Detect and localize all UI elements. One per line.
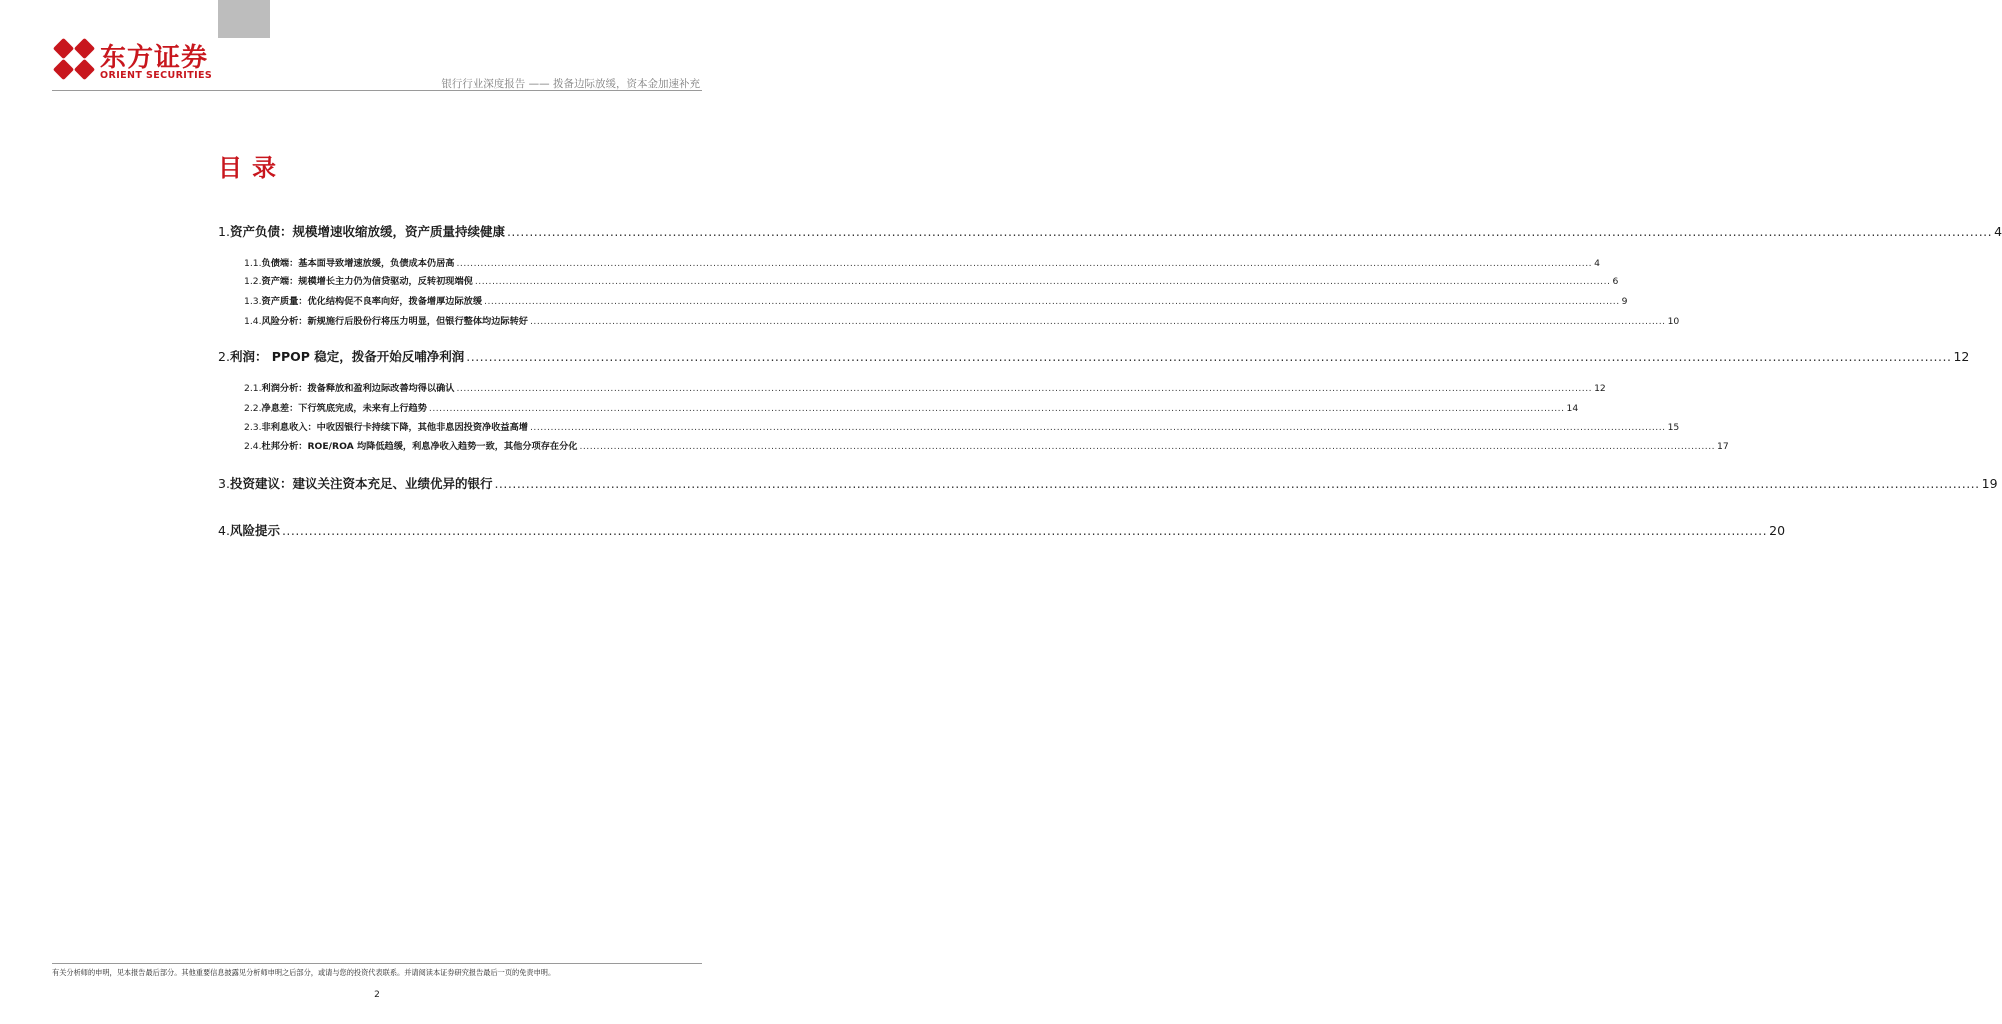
toc-entry-3[interactable] [218,474,1998,492]
toc-entry-page: 4 [1994,224,2002,239]
toc-entry-number: 1.3. [244,296,262,307]
toc-entry-page: 19 [1981,476,1998,491]
toc-leader-dots [456,383,1592,394]
toc-leader-dots [475,276,1611,287]
toc-entry-4[interactable] [218,521,1786,539]
toc-entry-2-4[interactable] [218,438,1729,452]
toc-entry-text: 投资建议：建议关注资本充足、业绩优异的银行 [229,476,493,491]
toc-entry-number: 2.2. [244,403,262,414]
toc-entry-page: 4 [1594,258,1600,269]
toc-entry-text: 资产端：规模增长主力仍为信贷驱动，反转初现端倪 [261,276,473,287]
toc-entry-page: 12 [1594,383,1606,394]
toc-entry-text: 资产负债：规模增速收缩放缓，资产质量持续健康 [229,224,505,239]
toc-entry-text: 利润分析：拨备释放和盈利边际改善均得以确认 [261,383,455,394]
toc-leader-dots [456,258,1592,269]
toc-leader-dots [507,224,1992,239]
toc-entry-number: 1. [218,224,230,239]
toc-entry-text: 风险提示 [229,523,280,538]
toc-entry-1-4[interactable] [218,313,1680,327]
toc-entry-number: 2. [218,349,230,364]
toc-leader-dots [530,316,1666,327]
toc-entry-text: 资产质量：优化结构促不良率向好，拨备增厚边际放缓 [261,296,483,307]
logo-chinese-name: 东方证券 [100,43,209,73]
toc-entry-text: 净息差：下行筑底完成，未来有上行趋势 [261,403,427,414]
toc-entry-number: 2.3. [244,422,262,433]
toc-entry-1-1[interactable] [218,255,1600,269]
toc-entry-page: 6 [1612,276,1619,287]
toc-entry-2[interactable] [218,347,1970,365]
footer-disclaimer: 有关分析师的申明，见本报告最后部分。其他重要信息披露见分析师申明之后部分，或请与您的投资代表联系。并请阅读本证券研究报告最后一页的免责申明。 [52,968,556,977]
toc-entry-1[interactable] [218,222,2002,240]
orient-logo-icon [52,37,96,81]
toc-entry-2-3[interactable] [218,419,1680,433]
page-number: 2 [374,990,380,1000]
toc-entry-number: 4. [218,523,230,538]
toc-entry-number: 1.2. [244,276,262,287]
toc-entry-number: 1.1. [244,258,262,269]
toc-entry-page: 15 [1667,422,1680,433]
toc-entry-page: 14 [1566,403,1579,414]
toc-entry-page: 17 [1717,441,1729,452]
toc-entry-text: 杜邦分析：ROE/ROA 均降低趋缓，利息净收入趋势一致，其他分项存在分化 [261,441,578,452]
footer-divider [52,963,702,964]
header-gray-tab [218,0,270,38]
toc-title: 目录 [218,154,286,182]
header-divider [52,90,702,91]
toc-entry-1-2[interactable] [218,273,1619,287]
toc-entry-number: 2.4. [244,441,262,452]
toc-entry-text: 风险分析：新规施行后股份行将压力明显，但银行整体均边际转好 [261,316,528,327]
toc-leader-dots [429,403,1565,414]
logo-english-name: ORIENT SECURITIES [100,70,213,81]
toc-entry-text: 负债端：基本面导致增速放缓，负债成本仍居高 [261,258,455,269]
toc-leader-dots [484,296,1620,307]
toc-entry-page: 10 [1667,316,1680,327]
company-logo [52,37,262,83]
toc-entry-number: 1.4. [244,316,262,327]
toc-leader-dots [282,523,1767,538]
toc-entry-2-2[interactable] [218,400,1579,414]
running-title: 银行行业深度报告 —— 拨备边际放缓，资本金加速补充 [441,78,700,90]
toc-entry-number: 2.1. [244,383,262,394]
toc-entry-page: 12 [1953,349,1970,364]
toc-entry-2-1[interactable] [218,380,1606,394]
toc-entry-text: 非利息收入：中收因银行卡持续下降，其他非息因投资净收益高增 [261,422,528,433]
toc-entry-text: 利润： PPOP 稳定，拨备开始反哺净利润 [229,349,465,364]
toc-entry-1-3[interactable] [218,293,1628,307]
toc-leader-dots [530,422,1666,433]
toc-entry-page: 20 [1769,523,1786,538]
toc-entry-page: 9 [1621,296,1628,307]
toc-leader-dots [494,476,1979,491]
toc-leader-dots [579,441,1715,452]
toc-leader-dots [466,349,1951,364]
toc-entry-number: 3. [218,476,230,491]
